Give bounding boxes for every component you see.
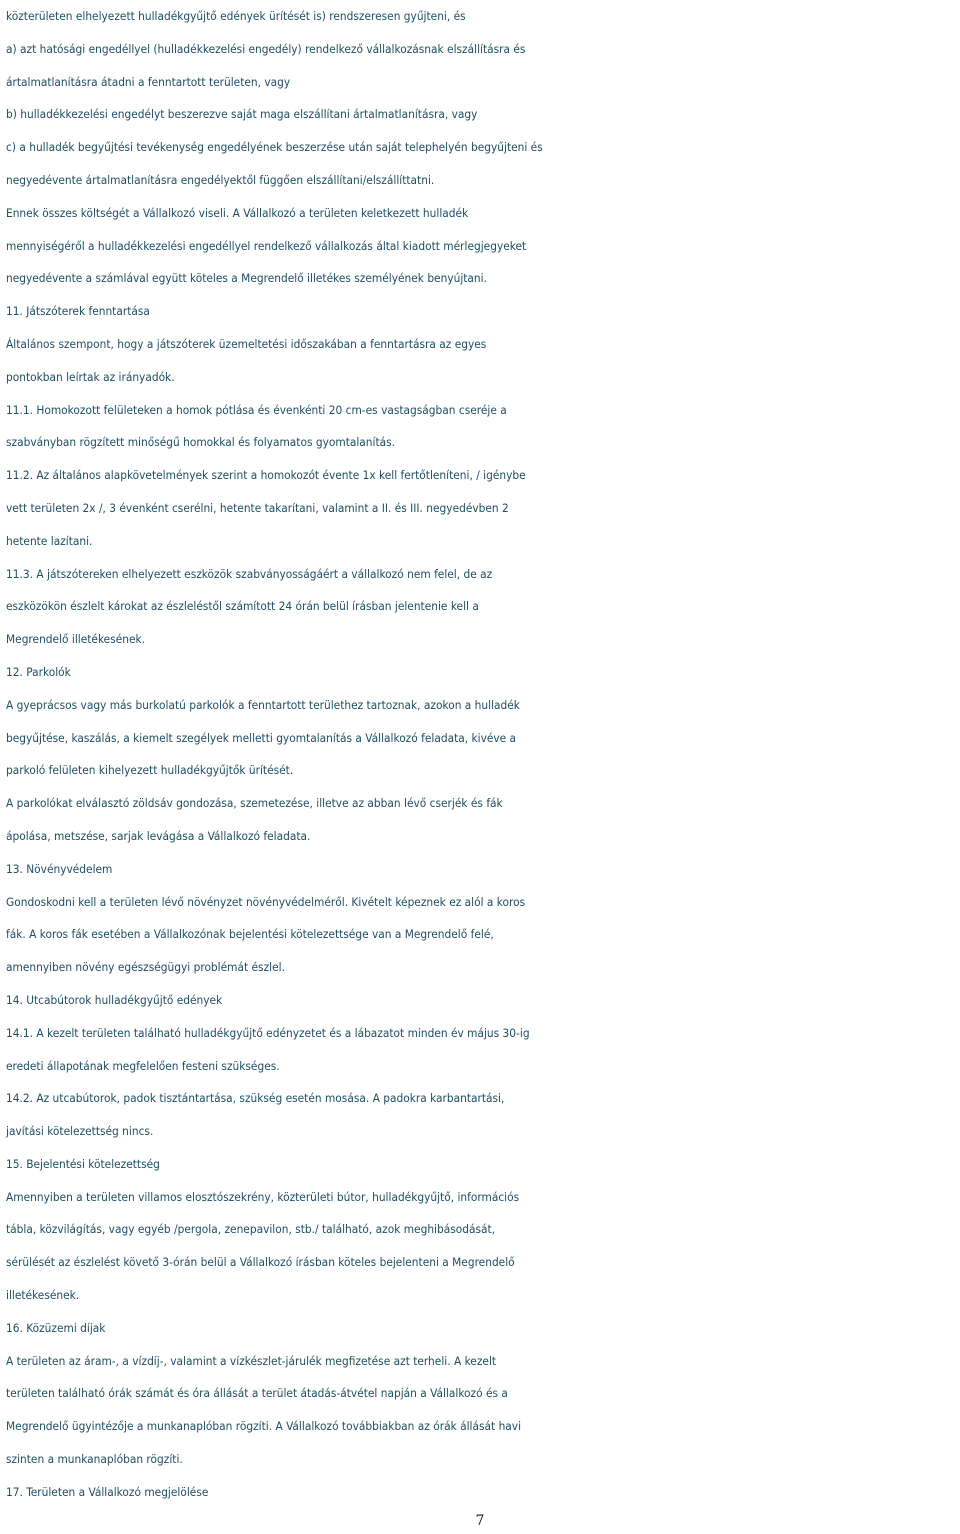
text-line: 16. Közüzemi díjak: [6, 1320, 106, 1335]
text-line: 15. Bejelentési kötelezettség: [6, 1156, 160, 1171]
text-line: 14. Utcabútorok hulladékgyűjtő edények: [6, 992, 223, 1007]
text-line: Ennek összes költségét a Vállalkozó viseli. A Vállalkozó a területen keletkezett hulladék: [6, 205, 469, 220]
text-line: 14.2. Az utcabútorok, padok tisztántartása, szükség esetén mosása. A padokra karbantartási,: [6, 1091, 505, 1106]
text-line: A területen az áram-, a vízdíj-, valamint a vízkészlet-járulék megfizetése azt terheli. A kezelt: [6, 1353, 497, 1368]
text-line: negyedévente a számlával együtt köteles a Megrendelő illetékes személyének benyújtani.: [6, 271, 487, 286]
text-line: b) hulladékkezelési engedélyt beszerezve saját maga elszállítani ártalmatlanításra, vagy: [6, 107, 478, 122]
text-line: 11.3. A játszótereken elhelyezett eszközök szabványosságáért a vállalkozó nem felel, de az: [6, 566, 493, 581]
text-line: Megrendelő illetékesének.: [6, 632, 146, 647]
text-line: eredeti állapotának megfelelően festeni szükséges.: [6, 1058, 280, 1073]
text-line: Amennyiben a területen villamos elosztószekrény, közterületi bútor, hulladékgyűjtő, információs: [6, 1189, 520, 1204]
text-line: 12. Parkolók: [6, 664, 71, 679]
text-line: szinten a munkanaplóban rögzíti.: [6, 1452, 183, 1467]
text-line: közterületen elhelyezett hulladékgyűjtő edények ürítését is) rendszeresen gyűjteni, és: [6, 9, 466, 23]
text-line: Általános szempont, hogy a játszóterek üzemeltetési időszakában a fenntartásra az egyes: [6, 336, 487, 351]
text-line: fák. A koros fák esetében a Vállalkozónak bejelentési kötelezettsége van a Megrendelő felé,: [6, 927, 494, 942]
page-number: 7: [475, 1513, 485, 1529]
text-line: 11. Játszóterek fenntartása: [6, 304, 150, 319]
text-line: pontokban leírtak az irányadók.: [6, 369, 175, 384]
text-line: területen található órák számát és óra állását a terület átadás-átvétel napján a Vállalkozó és a: [6, 1386, 508, 1401]
text-line: 17. Területen a Vállalkozó megjelölése: [6, 1484, 209, 1499]
text-line: 13. Növényvédelem: [6, 861, 113, 876]
text-line: vett területen 2x /, 3 évenként cserélni, hetente takarítani, valamint a II. és III. negyedévben 2: [6, 500, 509, 515]
text-line: a) azt hatósági engedéllyel (hulladékkezelési engedély) rendelkező vállalkozásnak elszállításra és: [6, 41, 526, 56]
text-line: amennyiben növény egészségügyi problémát észlel.: [6, 960, 285, 975]
text-line: 14.1. A kezelt területen található hulladékgyűjtő edényzetet és a lábazatot minden év május 30-ig: [6, 1025, 530, 1040]
text-line: szabványban rögzített minőségű homokkal és folyamatos gyomtalanítás.: [6, 435, 396, 450]
text-line: javítási kötelezettség nincs.: [6, 1124, 154, 1139]
text-line: parkoló felületen kihelyezett hulladékgyűjtők ürítését.: [6, 763, 294, 778]
text-line: A parkolókat elválasztó zöldsáv gondozása, szemetezése, illetve az abban lévő cserjék és fák: [6, 796, 503, 811]
text-line: hetente lazítani.: [6, 533, 93, 548]
text-line: 11.2. Az általános alapkövetelmények szerint a homokozót évente 1x kell fertőtleníteni, / igénybe: [6, 468, 526, 483]
text-line: c) a hulladék begyűjtési tevékenység engedélyének beszerzése után saját telephelyén begyűjteni és: [6, 140, 543, 155]
text-line: sérülését az észlelést követő 3-órán belül a Vállalkozó írásban köteles bejelenteni a Megrendelő: [6, 1255, 515, 1270]
text-line: ápolása, metszése, sarjak levágása a Vállalkozó feladata.: [6, 828, 311, 843]
text-line: 11.1. Homokozott felületeken a homok pótlása és évenkénti 20 cm-es vastagságban cseréje a: [6, 402, 507, 417]
text-line: illetékesének.: [6, 1288, 80, 1303]
text-line: mennyiségéről a hulladékkezelési engedéllyel rendelkező vállalkozás által kiadott mérlegjegyeket: [6, 238, 527, 253]
text-line: Megrendelő ügyintézője a munkanaplóban rögzíti. A Vállalkozó továbbiakban az órák állását havi: [6, 1419, 522, 1434]
document-body: [6, 0, 956, 1509]
text-line: begyűjtése, kaszálás, a kiemelt szegélyek melletti gyomtalanítás a Vállalkozó feladata, kivéve a: [6, 730, 517, 745]
text-line: Gondoskodni kell a területen lévő növényzet növényvédelméről. Kivételt képeznek ez alól a koros: [6, 894, 526, 909]
text-line: tábla, közvilágítás, vagy egyéb /pergola, zenepavilon, stb./ található, azok meghibásodását,: [6, 1222, 496, 1237]
text-line: eszközökön észlelt károkat az észleléstől számított 24 órán belül írásban jelentenie kell a: [6, 599, 479, 614]
text-line: ártalmatlanításra átadni a fenntartott területen, vagy: [6, 74, 291, 89]
text-line: A gyeprácsos vagy más burkolatú parkolók a fenntartott területhez tartoznak, azokon a hulladék: [6, 697, 520, 712]
text-line: negyedévente ártalmatlanításra engedélyektől függően elszállítani/elszállíttatni.: [6, 172, 435, 187]
